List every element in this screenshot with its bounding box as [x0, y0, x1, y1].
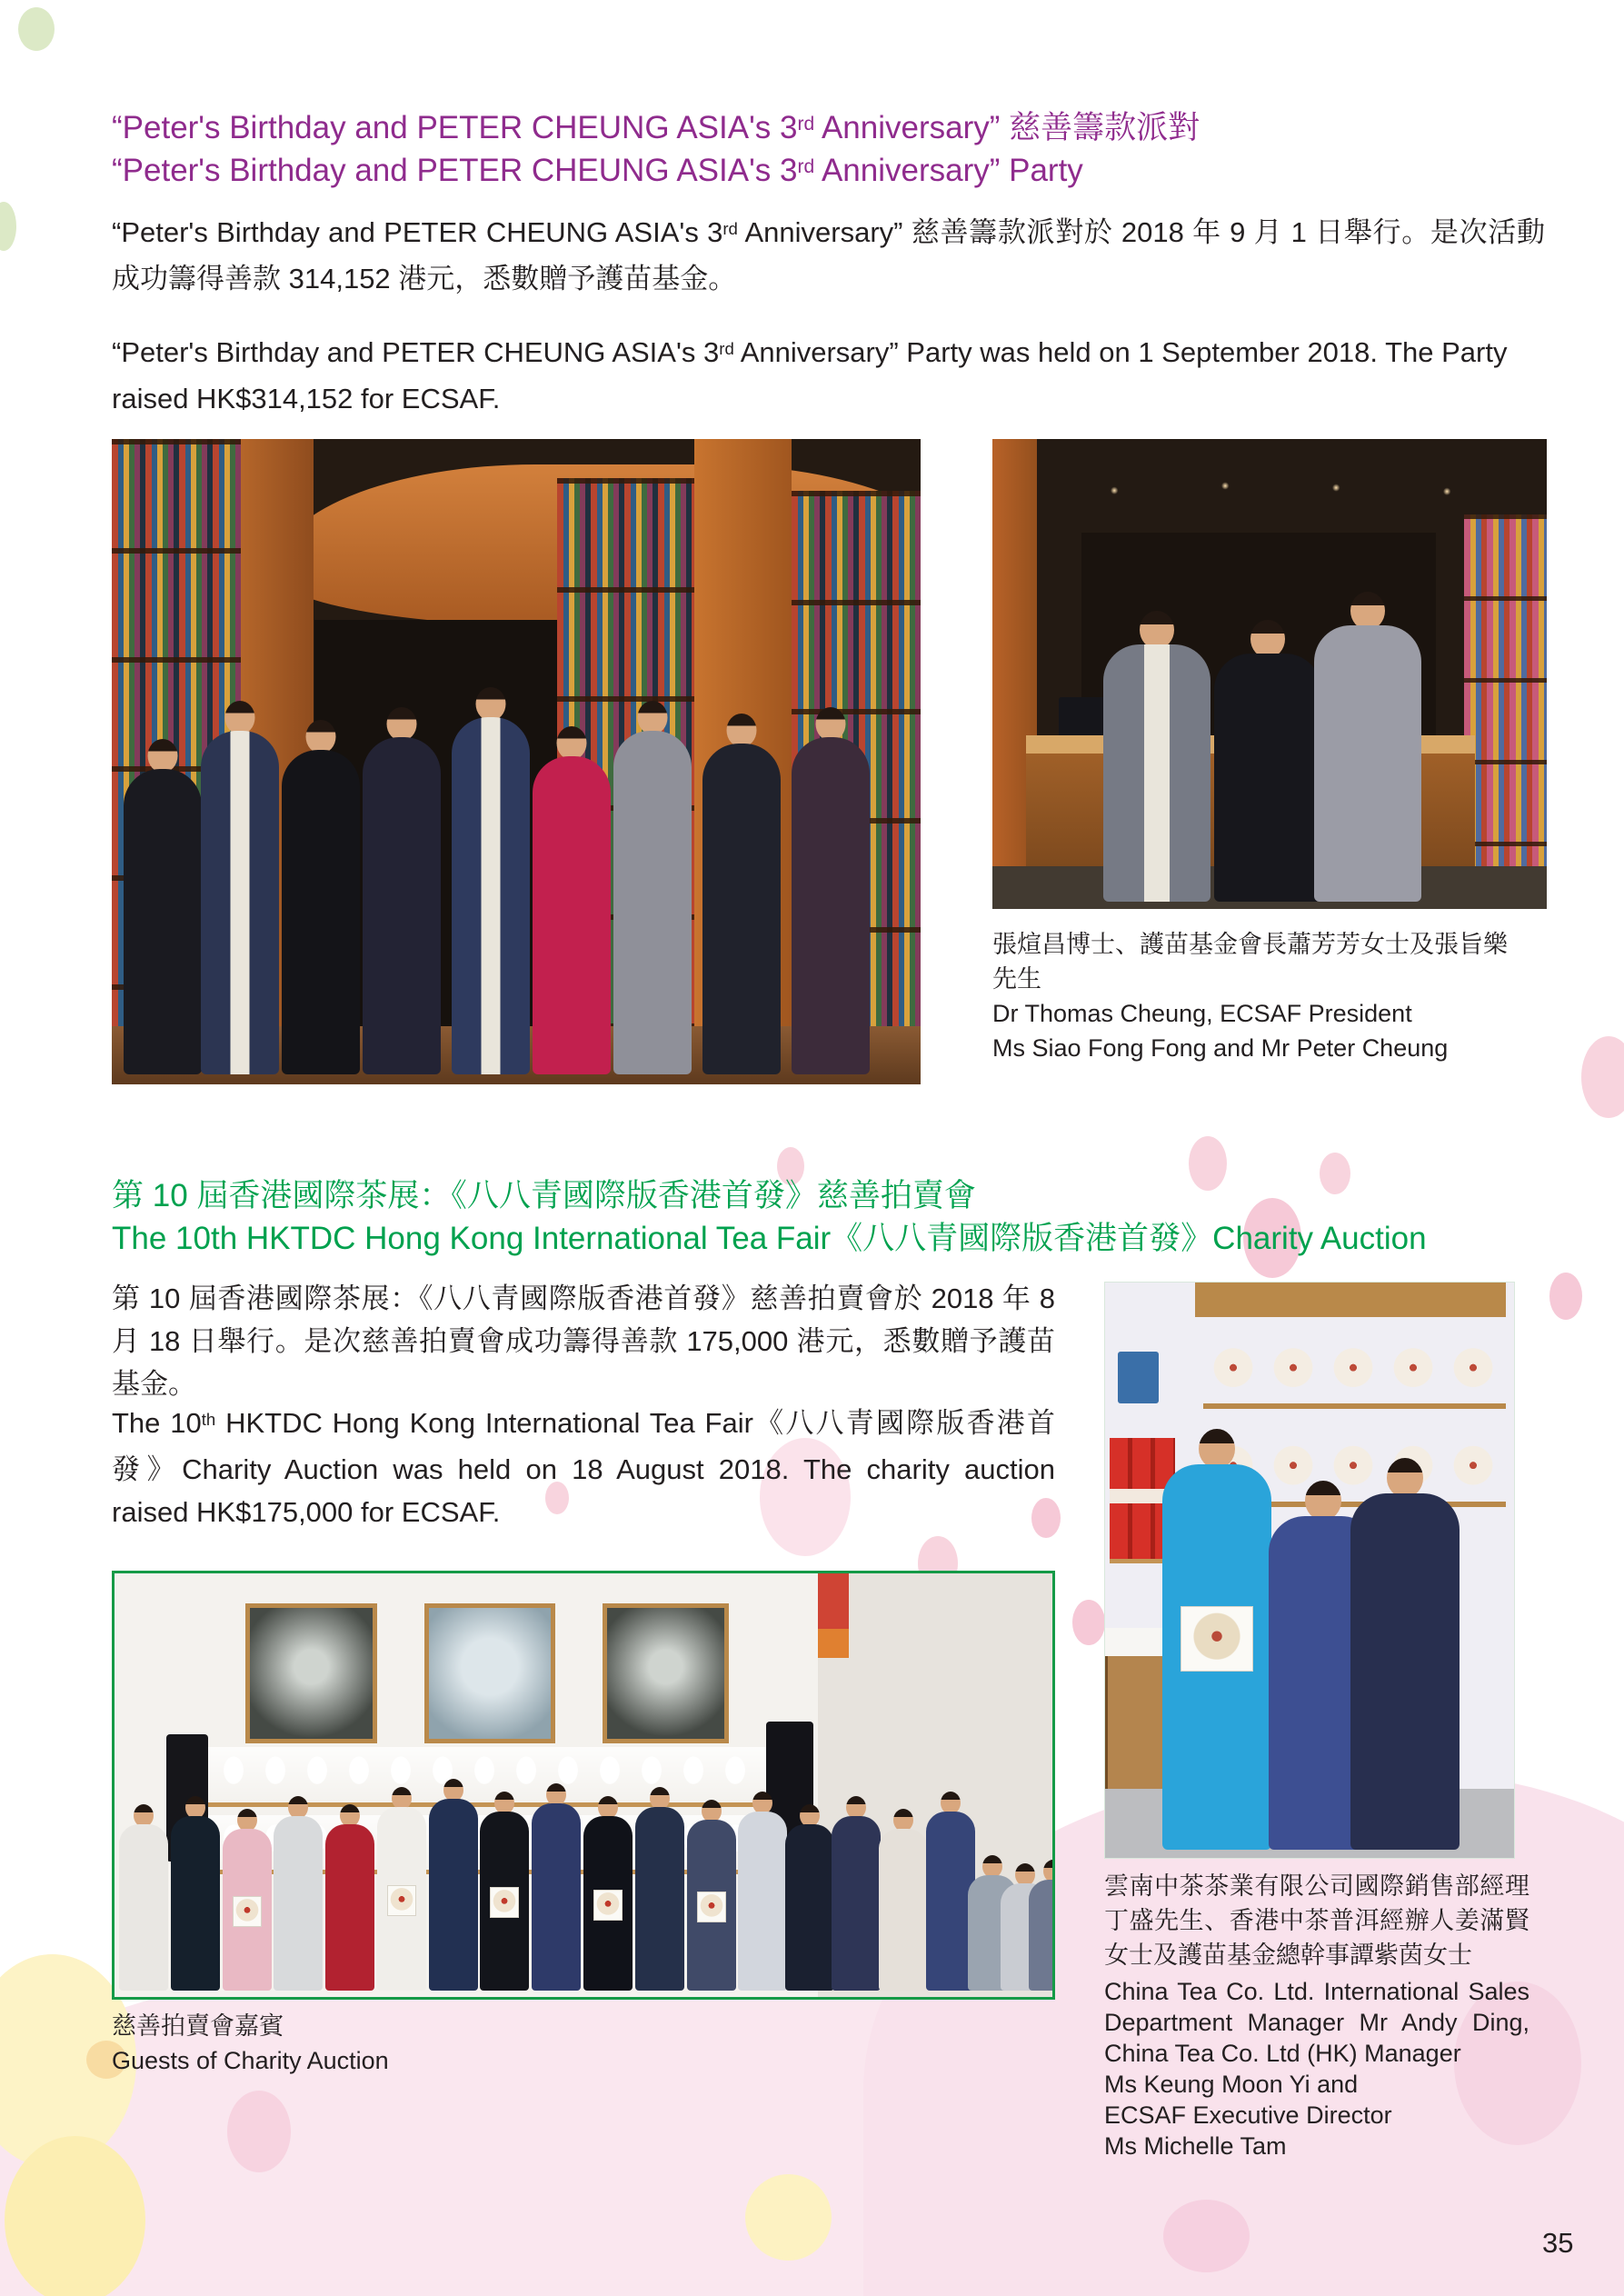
caption-line-zh: 慈善拍賣會嘉賓	[112, 2012, 284, 2040]
person-figure	[879, 1809, 928, 1991]
person-body	[785, 1824, 834, 1991]
person-figure	[635, 1787, 684, 1991]
person-figure	[583, 1796, 633, 1991]
person-figure	[1314, 592, 1421, 902]
section1-paragraph-en: “Peter's Birthday and PETER CHEUNG ASIA's 3rd Anniversary” Party was held on 1 September 2018. The Party raised HK$314,152 for ECSAF.	[112, 336, 1508, 414]
watercolor-blob	[1581, 1036, 1624, 1118]
person-figure	[124, 739, 202, 1074]
person-head	[1387, 1458, 1423, 1498]
person-head	[546, 1783, 566, 1806]
watercolor-blob	[745, 2174, 832, 2261]
person-figure	[274, 1796, 323, 1991]
person-body	[201, 731, 279, 1075]
section2-paragraph-zh: 第 10 屆香港國際茶展：《八八青國際版香港首發》慈善拍賣會於 2018 年 8 月 18 日舉行。是次慈善拍賣會成功籌得善款 175,000 港元，悉數贈予護苗基金。	[112, 1283, 1055, 1400]
person-head	[305, 720, 335, 754]
photo-party-group	[112, 439, 921, 1084]
person-figure	[1029, 1860, 1055, 1991]
caption-line-zh: 雲南中茶茶業有限公司國際銷售部經理丁盛先生、香港中茶普洱經辦人姜滿賢女士及護苗基金總幹事譚紫茵女士	[1104, 1872, 1529, 1969]
caption-line-en: China Tea Co. Ltd (HK) Manager	[1104, 2040, 1461, 2067]
person-figure	[702, 714, 781, 1075]
person-head	[846, 1796, 866, 1819]
person-head	[637, 701, 667, 734]
person-body	[832, 1816, 881, 1991]
person-figure	[363, 707, 441, 1075]
person-figure	[171, 1796, 220, 1991]
person-head	[598, 1796, 618, 1819]
person-body	[1214, 654, 1321, 902]
person-body	[702, 744, 781, 1075]
person-head	[556, 726, 586, 760]
person-figure	[1162, 1429, 1271, 1849]
person-head	[148, 739, 178, 773]
watercolor-blob	[1549, 1273, 1582, 1320]
person-head	[386, 707, 416, 741]
person-head	[1250, 620, 1285, 658]
person-head	[1305, 1481, 1341, 1521]
person-body	[613, 731, 692, 1075]
person-body	[119, 1824, 168, 1991]
person-figure	[480, 1792, 529, 1991]
person-body	[282, 750, 360, 1075]
caption-line-en: Ms Keung Moon Yi and	[1104, 2071, 1359, 2098]
certificate-card	[387, 1885, 416, 1916]
person-head	[1140, 611, 1174, 649]
person-body	[274, 1816, 323, 1991]
caption-line-en: Ms Michelle Tam	[1104, 2132, 1287, 2160]
caption-party-trio	[992, 927, 1519, 1065]
certificate-card	[1181, 1606, 1253, 1672]
people-row	[115, 1573, 1052, 1997]
person-head	[1350, 592, 1385, 630]
certificate-card	[490, 1887, 519, 1918]
caption-auction-group	[112, 2009, 657, 2078]
page-number: 35	[1542, 2227, 1574, 2259]
section2-paragraph-en: The 10th HKTDC Hong Kong International Tea Fair《八八青國際版香港首發》Charity Auction was held on 18 August 2018. The charity auction raised HK$175,000 for ECSAF.	[112, 1407, 1056, 1528]
person-body	[532, 1803, 581, 1991]
person-head	[288, 1796, 308, 1819]
people-row	[1105, 1283, 1514, 1858]
photo-party-trio	[992, 439, 1547, 909]
certificate-card	[697, 1892, 726, 1922]
person-head	[224, 701, 254, 734]
person-head	[1199, 1429, 1235, 1469]
person-head	[237, 1809, 257, 1832]
person-head	[1043, 1860, 1055, 1882]
caption-line-en: China Tea Co. Ltd. International Sales	[1104, 1978, 1529, 2005]
person-figure	[1350, 1458, 1460, 1849]
person-head	[815, 707, 845, 741]
watercolor-blob	[0, 202, 16, 251]
person-body	[1350, 1493, 1460, 1849]
people-row	[112, 439, 921, 1084]
watercolor-blob	[1163, 2200, 1250, 2272]
person-body	[363, 737, 441, 1075]
person-figure	[533, 726, 611, 1074]
people-row	[992, 439, 1547, 909]
section2-heading-line2: The 10th HKTDC Hong Kong International Tea Fair《八八青國際版香港首發》Charity Auction	[112, 1221, 1427, 1256]
person-figure	[687, 1800, 736, 1991]
caption-line-en: Guests of Charity Auction	[112, 2047, 389, 2074]
watercolor-blob	[1072, 1600, 1105, 1645]
caption-line-en: Ms Siao Fong Fong and Mr Peter Cheung	[992, 1034, 1449, 1062]
person-body	[738, 1812, 787, 1991]
watercolor-blob	[18, 7, 55, 51]
person-body	[792, 737, 870, 1075]
person-figure	[223, 1809, 272, 1991]
person-figure	[282, 720, 360, 1075]
caption-line-zh: 張煊昌博士、護苗基金會長蕭芳芳女士及張旨樂先生	[992, 931, 1508, 993]
section1-heading	[112, 109, 1200, 195]
person-body	[325, 1824, 374, 1991]
person-body	[1103, 644, 1211, 903]
person-figure	[429, 1779, 478, 1991]
person-body	[1314, 625, 1421, 902]
person-figure	[785, 1804, 834, 1991]
person-figure	[532, 1783, 581, 1991]
person-body	[879, 1829, 928, 1991]
person-body	[635, 1807, 684, 1991]
person-figure	[832, 1796, 881, 1991]
section2-heading-line1: 第 10 屆香港國際茶展：《八八青國際版香港首發》慈善拍賣會	[112, 1178, 976, 1213]
person-figure	[1214, 620, 1321, 902]
certificate-card	[233, 1896, 262, 1927]
person-body	[452, 717, 530, 1074]
caption-line-en: ECSAF Executive Director	[1104, 2101, 1392, 2129]
person-figure	[452, 687, 530, 1074]
person-head	[726, 714, 756, 747]
person-head	[185, 1796, 205, 1819]
caption-line-en: Dr Thomas Cheung, ECSAF President	[992, 1000, 1412, 1027]
person-figure	[377, 1787, 426, 1991]
person-figure	[325, 1804, 374, 1991]
person-body	[429, 1799, 478, 1991]
person-figure	[201, 701, 279, 1075]
section1-heading-line2: “Peter's Birthday and PETER CHEUNG ASIA's 3rd Anniversary” Party	[112, 153, 1083, 188]
person-head	[893, 1809, 913, 1832]
person-figure	[1103, 611, 1211, 903]
person-head	[475, 687, 505, 721]
section1-heading-line1: “Peter's Birthday and PETER CHEUNG ASIA's 3rd Anniversary” 慈善籌款派對	[112, 110, 1201, 145]
person-figure	[613, 701, 692, 1075]
watercolor-blob	[5, 2136, 145, 2296]
watercolor-blob	[227, 2091, 291, 2172]
person-body	[533, 756, 611, 1074]
person-body	[171, 1816, 220, 1991]
person-figure	[119, 1804, 168, 1991]
photo-auction-trio	[1104, 1282, 1515, 1859]
person-figure	[738, 1792, 787, 1991]
caption-auction-trio	[1104, 1869, 1529, 2161]
person-figure	[792, 707, 870, 1075]
section1-paragraph-zh: “Peter's Birthday and PETER CHEUNG ASIA's 3rd Anniversary” 慈善籌款派對於 2018 年 9 月 1 日舉行。是次活動成功籌得善款 314,152 港元，悉數贈予護苗基金。	[112, 216, 1545, 294]
photo-auction-group	[112, 1571, 1055, 2000]
caption-line-en: Department Manager Mr Andy Ding,	[1104, 2009, 1529, 2036]
person-body	[124, 769, 202, 1074]
certificate-card	[593, 1890, 623, 1921]
person-body	[1029, 1880, 1055, 1991]
section2-heading	[112, 1174, 1427, 1260]
